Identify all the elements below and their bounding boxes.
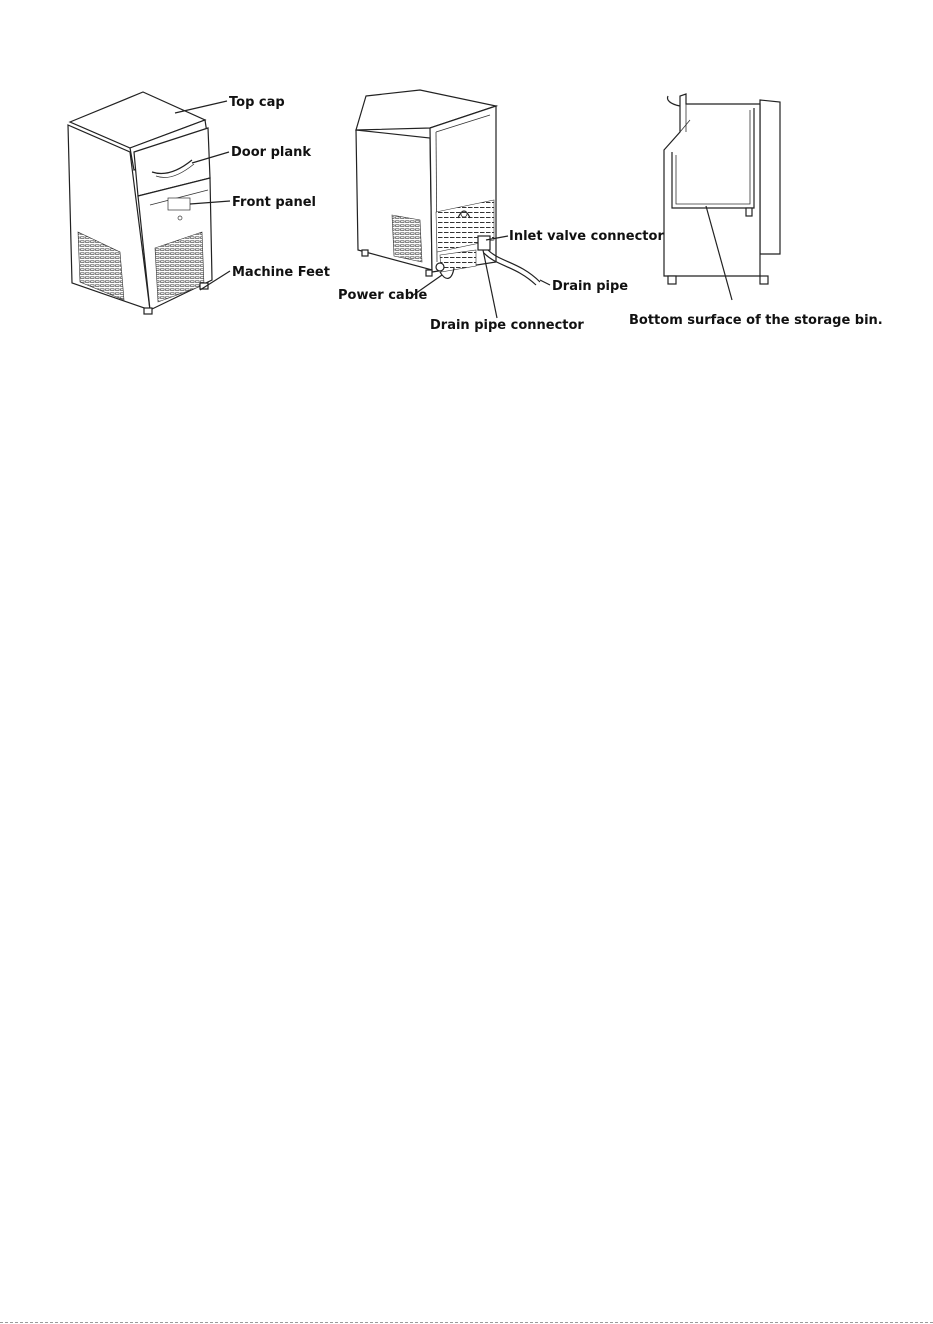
label-bin-bottom: Bottom surface of the storage bin. bbox=[629, 313, 883, 328]
label-machine-feet: Machine Feet bbox=[232, 265, 330, 280]
label-door-plank: Door plank bbox=[231, 145, 312, 160]
label-front-panel: Front panel bbox=[232, 195, 316, 210]
label-inlet-valve-connector: Inlet valve connector bbox=[509, 229, 664, 244]
label-power-cable: Power cable bbox=[338, 288, 428, 303]
label-top-cap: Top cap bbox=[229, 95, 285, 110]
leader-top-cap bbox=[175, 101, 227, 113]
page-bottom-rule bbox=[0, 1322, 933, 1323]
rear-view-machine bbox=[356, 90, 540, 285]
label-drain-pipe-connector: Drain pipe connector bbox=[430, 318, 584, 333]
leader-drain-pipe bbox=[540, 280, 550, 285]
ice-machine-figure bbox=[0, 0, 933, 360]
side-section-machine bbox=[664, 94, 780, 284]
front-view-machine bbox=[68, 92, 212, 314]
label-drain-pipe: Drain pipe bbox=[552, 279, 629, 294]
